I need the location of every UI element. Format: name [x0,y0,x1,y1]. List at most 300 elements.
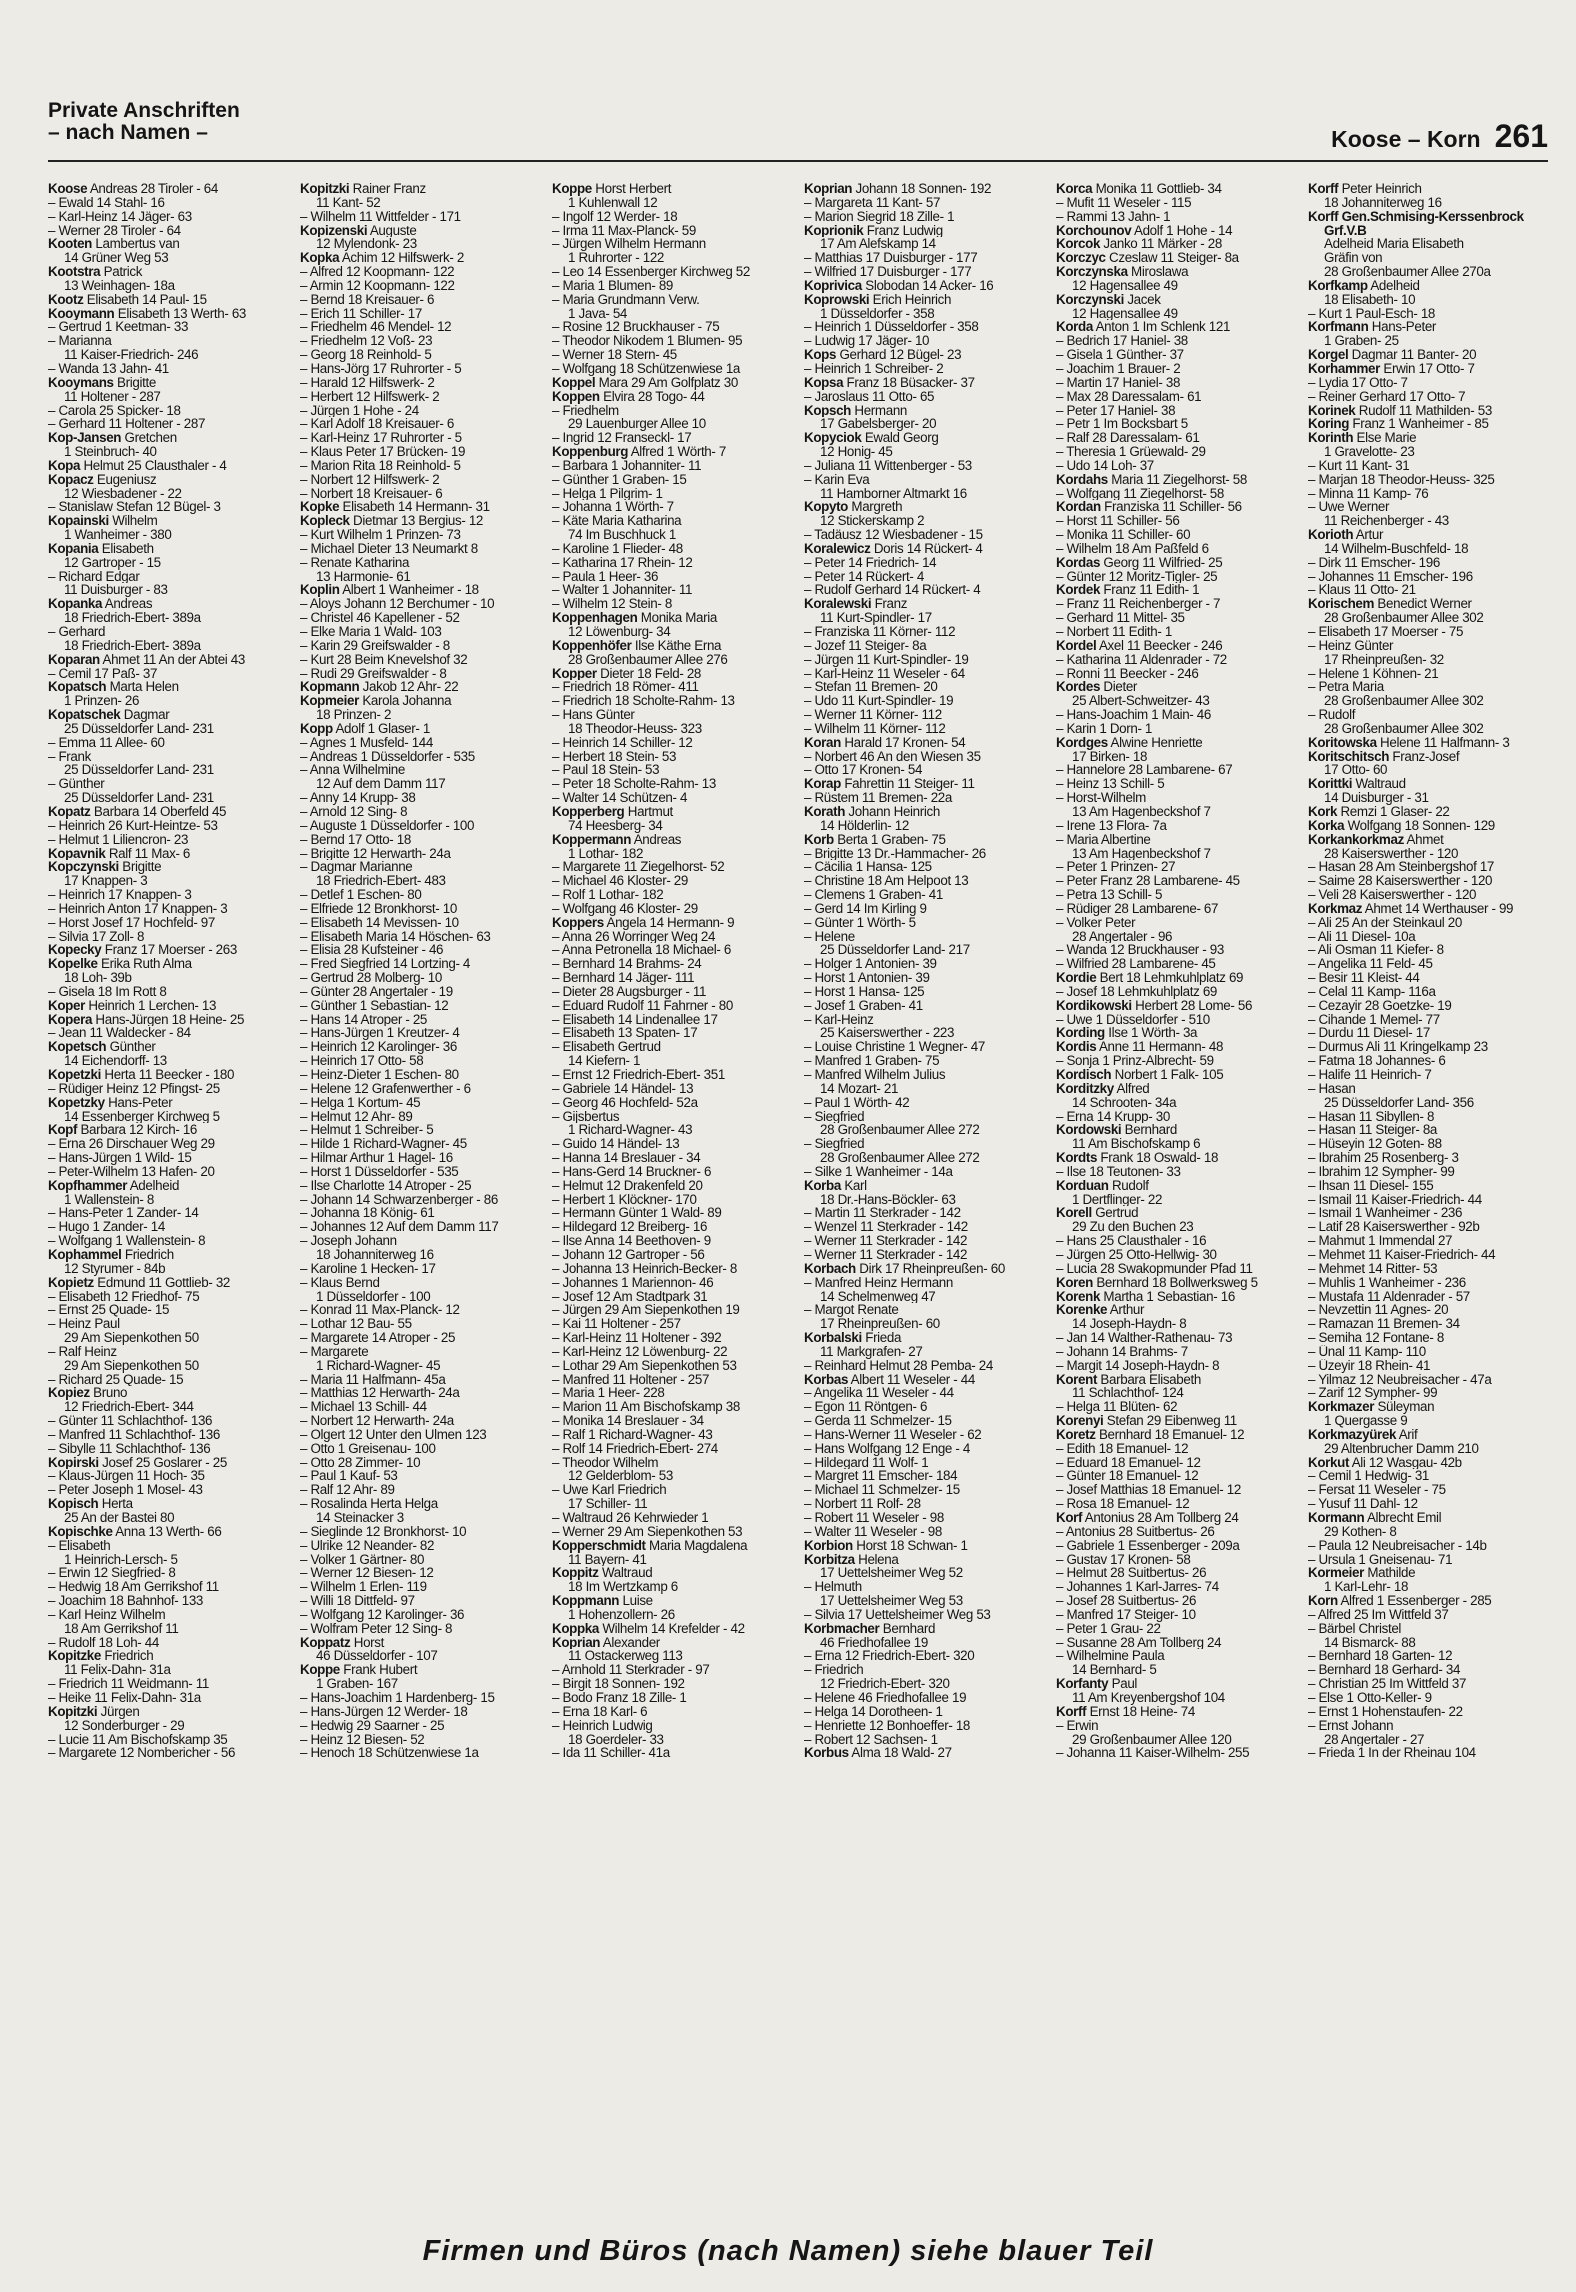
listing-line: – Bernhard 14 Brahms- 24 [552,957,702,972]
listing-line: – Heinz 12 Biesen- 52 [300,1732,425,1747]
listing-line: – Johann 14 Brahms- 7 [1056,1344,1188,1359]
listing-line: – Horst-Wilhelm [1056,791,1146,805]
surname: Kopp [300,721,333,736]
listing-line: – Irma 11 Max-Planck- 59 [552,223,696,238]
listing-line: – Margret 11 Emscher- 184 [804,1469,958,1484]
listing-line: – Wilhelmine Paula [1056,1649,1165,1664]
entry-detail: Antonius 28 Am Tollberg 24 [1082,1511,1239,1525]
listing-continuation: 11 Duisburger - 83 [64,583,168,598]
listing-continuation: 17 Rheinpreußen- 60 [820,1317,940,1332]
entry-detail: Anne 11 Hermann- 48 [1096,1040,1224,1055]
entry-detail: Dirk 17 Rheinpreußen- 60 [855,1261,1005,1276]
listing-line: – Helga 11 Blüten- 62 [1056,1400,1178,1415]
listing-line: – Bernhard 14 Jäger- 111 [552,971,695,985]
listing-line: – Norbert 12 Herwarth- 24a [300,1414,454,1428]
listing-line [48,847,286,861]
listing-line: – Johanna 1 Wörth- 7 [552,500,674,515]
listing-line: – Werner 29 Am Siepenkothen 53 [552,1524,743,1539]
surname: Korenke [1056,1303,1108,1318]
listing-line: – Hans-Jürgen 12 Werder- 18 [300,1704,468,1719]
entry-detail: Josef 25 Goslarer - 25 [98,1455,227,1470]
listing-line [300,224,538,238]
entry-detail: Patrick [100,265,143,279]
listing-line: – Besir 11 Kleist- 44 [1308,971,1420,985]
listing-line: – Manfred Heinz Hermann [804,1275,953,1290]
entry-detail: Maria Magdalena [645,1538,748,1553]
listing-line [1308,431,1548,445]
entry-detail: Ralf 11 Max- 6 [105,846,191,861]
listing-line: – Frieda 1 In der Rheinau 104 [1308,1746,1476,1761]
listing-continuation: Gräfin von [1324,251,1383,266]
surname: Kooymann [48,306,115,321]
listing-line: – Barbara 1 Johanniter- 11 [552,458,702,473]
listing-line [1056,237,1294,251]
listing-line: – Helga 1 Kortum- 45 [300,1095,421,1110]
listing-line: – Wolfram Peter 12 Sing- 8 [300,1621,453,1636]
listing-continuation: 29 Zu den Buchen 23 [1072,1220,1194,1235]
entry-detail: Auguste [367,223,417,238]
surname: Koose [48,182,88,196]
listing-line: – Wilhelm 11 Wittfelder - 171 [300,209,461,224]
listing-line: – Karin Eva [804,472,870,487]
listing-continuation: 18 Friedrich-Ebert- 389a [64,638,201,653]
listing-line: – Maria 11 Halfmann- 45a [300,1372,446,1387]
surname: Kordges [1056,735,1108,750]
listing-line: – Günther 1 Sebastian- 12 [300,998,449,1013]
listing-line: – Maria Grundmann Verw. [552,292,700,307]
surname: Korbalski [804,1331,862,1345]
listing-line: – Volker 1 Gärtner- 80 [300,1552,425,1567]
listing-continuation: 11 Kaiser-Friedrich- 246 [64,348,199,362]
listing-line: – Emma 11 Allee- 60 [48,735,165,750]
listing-line [48,265,286,279]
surname: Koppatz [300,1635,351,1650]
listing-line [804,376,1042,390]
surname: Kophammel [48,1247,122,1262]
listing-line [48,860,286,874]
entry-detail: Luise [619,1594,653,1608]
listing-line: – Bernhard 18 Gerhard- 34 [1308,1663,1461,1678]
listing-line [48,1068,286,1082]
listing-line: – Ismail 1 Wanheimer - 236 [1308,1206,1463,1221]
entry-detail: Günther [106,1040,156,1055]
listing-line: – Kurt 28 Beim Knevelshof 32 [300,652,468,667]
listing-line [552,1566,790,1580]
listing-line: – Günter 28 Angertaler - 19 [300,984,453,999]
listing-line: – Johannes 1 Karl-Jarres- 74 [1056,1580,1219,1595]
listing-continuation: 14 Grüner Weg 53 [64,251,169,266]
surname: Korczynska [1056,265,1128,279]
listing-line: – Stanislaw Stefan 12 Bügel- 3 [48,500,221,515]
listing-line: – Josef 12 Am Stadtpark 31 [552,1289,708,1304]
listing-continuation: 25 Kaiserswerther - 223 [820,1026,955,1041]
listing-line: – Henoch 18 Schützenwiese 1a [300,1746,479,1761]
listing-line: – Rolf 1 Lothar- 182 [552,888,664,902]
listing-line: – Heinrich 14 Schiller- 12 [552,735,693,750]
surname: Kopatsch [48,680,107,695]
listing-line: – Helmut 1 Schreiber- 5 [300,1123,434,1138]
listing-line [48,653,286,667]
listing-line: – Anna 26 Worringer Weg 24 [552,929,716,944]
listing-line: – Mahmut 1 Immendal 27 [1308,1234,1453,1248]
entry-detail: Friedrich [101,1649,154,1664]
listing-line: – Ibrahim 25 Rosenberg- 3 [1308,1151,1459,1165]
surname: Koppen [552,389,600,404]
entry-detail: Hans-Peter [104,1095,173,1110]
surname: Korbus [804,1746,849,1761]
listing-line: – Wilhelm 11 Körner- 112 [804,721,946,736]
listing-line: – Ralf Heinz [48,1344,117,1359]
listing-line: – Kurt Wilhelm 1 Prinzen- 73 [300,528,461,542]
listing-continuation: 29 Lauenburger Allee 10 [568,417,706,432]
entry-detail: Erika Ruth Alma [97,957,192,972]
listing-line: – Werner 12 Biesen- 12 [300,1566,434,1581]
listing-continuation: Adelheid Maria Elisabeth [1324,237,1464,252]
listing-line: – Karoline 1 Hecken- 17 [300,1261,436,1276]
listing-line [48,1013,286,1027]
listing-line: – Helmut 1 Liliencron- 23 [48,832,189,847]
surname: Koprian [804,182,853,196]
entry-detail: Ali 12 Wasgau- 42b [1349,1455,1462,1470]
listing-line: – Heinz Günter [1308,638,1394,653]
surname: Kopperberg [552,804,625,819]
surname: Kopatz [48,804,91,819]
entry-detail: Monika Maria [637,611,717,625]
listing-line [804,1331,1042,1345]
listing-line: – Georg 46 Hochfeld- 52a [552,1095,698,1110]
listing-line: – Zarif 12 Sympher- 99 [1308,1386,1438,1401]
listing-line: – Wilhelm 12 Stein- 8 [552,597,672,612]
listing-line [1308,819,1548,833]
listing-line: – Horst 1 Antonien- 39 [804,971,930,985]
listing-continuation: 25 Düsseldorfer Land- 356 [1324,1095,1474,1110]
listing-line: – Max 28 Daressalam- 61 [1056,389,1202,404]
surname: Koppe [552,182,592,196]
surname: Korfmann [1308,320,1369,335]
listing-line: – Heinz 13 Schill- 5 [1056,777,1165,792]
listing-line [300,583,538,597]
listing-line [804,1539,1042,1553]
listing-line [552,182,790,196]
surname: Korhammer [1308,361,1381,376]
listing-line: – Elisabeth 14 Mevissen- 10 [300,915,459,930]
listing-line: – Johannes 12 Auf dem Damm 117 [300,1220,499,1235]
listing-line: – Reinhard Helmut 28 Pemba- 24 [804,1358,993,1373]
listing-line: – Günther 1 Graben- 15 [552,472,687,487]
listing-line: – Paul 1 Wörth- 42 [804,1095,910,1110]
listing-line: – Hans Wolfgang 12 Enge - 4 [804,1441,970,1456]
entry-detail: Franz [871,597,908,612]
surname: Kopitzki [300,182,350,196]
listing-line [48,1096,286,1110]
entry-detail: Mathilde [1364,1566,1416,1581]
surname: Korff [1308,182,1339,196]
listing-line [804,293,1042,307]
listing-line: – Ali 25 An der Steinkaul 20 [1308,915,1462,930]
listing-line: – Hans-Gerd 14 Bruckner- 6 [552,1164,712,1179]
listing-line: – Else 1 Otto-Keller- 9 [1308,1690,1432,1705]
listing-line: – Fatma 18 Johannes- 6 [1308,1054,1446,1068]
listing-line: – Agnes 1 Musfeld- 144 [300,735,433,750]
listing-line: – Elisabeth [48,1538,111,1553]
listing-line [804,542,1042,556]
listing-line: – Semiha 12 Fontane- 8 [1308,1331,1444,1345]
listing-line: – Detlef 1 Eschen- 80 [300,888,422,902]
listing-line [48,957,286,971]
listing-line: – Eduard Rudolf 11 Fahrner - 80 [552,998,733,1013]
listing-line: – Georg 18 Reinhold- 5 [300,348,432,362]
listing-continuation: 14 Steinacker 3 [316,1511,404,1525]
surname: Koprowski [804,292,870,307]
listing-line [48,459,286,473]
surname: Kork [1308,804,1338,819]
listing-line [1308,404,1548,418]
listing-line [1308,210,1548,224]
entry-detail: Karola Johanna [358,694,452,709]
listing-continuation: 1 Richard-Wagner- 43 [568,1123,693,1138]
listing-line: – Harald 12 Hilfswerk- 2 [300,375,435,390]
listing-line: – Kurt 11 Kant- 31 [1308,458,1410,473]
listing-continuation: 17 Schiller- 11 [568,1497,648,1511]
listing-line: – Karin 29 Greifswalder - 8 [300,638,450,653]
listing-line: – Gerhard 11 Mittel- 35 [1056,611,1185,625]
listing-continuation: 28 Angertaler - 96 [1072,929,1173,944]
entry-detail: Andreas [631,832,682,847]
listing-line: – Waltraud 26 Kehrwieder 1 [552,1511,709,1525]
listing-line: – Helmut 12 Drakenfeld 20 [552,1178,703,1193]
listing-line: – Gerd 14 Im Kirling 9 [804,901,927,916]
surname: Kopfhammer [48,1178,128,1193]
listing-line: – Maria 1 Heer- 228 [552,1386,665,1401]
listing-line: – Rammi 13 Jahn- 1 [1056,209,1171,224]
listing-line: – Theodor Wilhelm [552,1455,659,1470]
listing-line [552,1636,790,1650]
listing-line: – Gabriele 14 Händel- 13 [552,1081,694,1096]
surname: Koritschitsch [1308,749,1390,764]
entry-detail: Dagmar [120,708,170,722]
listing-line: – Paula 1 Heer- 36 [552,569,659,584]
listing-line [1056,320,1294,334]
surname: Kops [804,348,837,362]
section-title-line-1: Private Anschriften [48,99,240,122]
listing-line: – Tadäusz 12 Wiesbadener - 15 [804,528,983,542]
listing-line: – Auguste 1 Düsseldorfer - 100 [300,818,475,833]
listing-line: – Richard 25 Quade- 15 [48,1372,184,1387]
surname: Kopetzki [48,1068,101,1082]
surname: Korff [1056,1704,1087,1719]
entry-detail: Doris 14 Rückert- 4 [870,541,983,556]
listing-line: – Ernst Johann [1308,1718,1394,1733]
listing-line: – Fred Siegfried 14 Lortzing- 4 [300,957,471,972]
listing-line [1056,556,1294,570]
listing-line: – Johann 12 Gartroper - 56 [552,1247,705,1262]
listing-continuation: 11 Bayern- 41 [568,1552,647,1567]
listing-line: – Christine 18 Am Helpoot 13 [804,874,969,889]
listing-line: – Ramazan 11 Bremen- 34 [1308,1317,1460,1332]
listing-line: – Klaus Peter 17 Brücken- 19 [300,445,466,459]
listing-line: – Uwe Werner [1308,500,1390,515]
surname: Kordel [1056,638,1097,653]
listing-continuation: 12 Mylendonk- 23 [316,237,417,252]
surname: Koran [804,735,841,750]
surname: Kopmann [300,680,360,695]
listing-line: – Silke 1 Wanheimer - 14a [804,1164,953,1179]
listing-continuation: 18 Loh- 39b [64,971,132,985]
listing-line: – Johanna 13 Heinrich-Becker- 8 [552,1261,737,1276]
surname: Kopietz [48,1275,94,1290]
surname: Koppermann [552,832,632,847]
listing-line: – Horst 1 Düsseldorfer - 535 [300,1164,459,1179]
entry-detail: Dieter 18 Feld- 28 [596,666,702,681]
listing-continuation: 17 Uettelsheimer Weg 52 [820,1566,963,1581]
listing-line [804,348,1042,362]
listing-continuation: 11 Am Bischofskamp 6 [1072,1137,1201,1152]
listing-line [300,1663,538,1677]
listing-line: – Hedwig 18 Am Gerrikshof 11 [48,1580,219,1595]
surname: Korba [804,1178,841,1193]
surname: Korinek [1308,403,1356,418]
surname: Kordikowski [1056,998,1132,1013]
listing-line: – Henriette 12 Bonhoeffer- 18 [804,1718,971,1733]
listing-line: – Gustav 17 Kronen- 58 [1056,1552,1191,1567]
surname: Kopitzki [48,1704,98,1719]
listing-line: – Robert 12 Sachsen- 1 [804,1732,938,1747]
listing-continuation: 11 Felix-Dahn- 31a [64,1663,171,1678]
listing-line: – Anny 14 Krupp- 38 [300,791,416,805]
listing-line: – Monika 11 Schiller- 60 [1056,528,1191,542]
surname: Koprian [552,1635,601,1650]
listing-line: – Marion Rita 18 Reinhold- 5 [300,458,461,473]
listing-line: – Antonius 28 Suitbertus- 26 [1056,1524,1215,1539]
listing-line: – Heinrich 1 Düsseldorfer - 358 [804,320,979,335]
listing-line: – Margot Renate [804,1303,899,1318]
surname: Koppenhagen [552,611,638,625]
entry-detail: Süleyman [1374,1400,1435,1415]
entry-detail: Helmut 25 Clausthaler - 4 [80,458,227,473]
surname: Kopiez [48,1386,90,1401]
surname: Koppenhöfer [552,638,632,653]
listing-continuation: 17 Uettelsheimer Weg 53 [820,1594,963,1608]
surname: Korczyc [1056,251,1106,266]
listing-line [48,307,286,321]
listing-line: – Yusuf 11 Dahl- 12 [1308,1497,1418,1511]
listing-continuation: 12 Styrumer - 84b [64,1261,166,1276]
listing-line [552,1539,790,1553]
listing-line [300,680,538,694]
surname: Kordan [1056,500,1101,515]
listing-line: – Wolfgang 11 Ziegelhorst- 58 [1056,486,1225,501]
listing-line: – Karl Adolf 18 Kreisauer- 6 [300,417,454,432]
listing-continuation: 12 Gartroper - 15 [64,555,161,570]
listing-line: – Norbert 11 Edith- 1 [1056,625,1172,639]
entry-detail: Herta 11 Beecker - 180 [101,1068,235,1082]
listing-line [48,1248,286,1262]
entry-detail: Franz 18 Büsacker- 37 [843,375,975,390]
listing-line: – Olgert 12 Unter den Ulmen 123 [300,1427,487,1442]
listing-line: – Ilse Charlotte 14 Atroper - 25 [300,1178,472,1193]
surname: Korkmaz [1308,901,1363,916]
listing-continuation: 28 Großenbaumer Allee 272 [820,1151,980,1165]
listing-line [1308,320,1548,334]
listing-line: – Elisabeth 13 Spaten- 17 [552,1026,698,1041]
listing-line: – Günter 1 Wörth- 5 [804,915,916,930]
entry-detail: Ilse Käthe Erna [631,638,722,653]
listing-line: – Wolfgang 18 Schützenwiese 1a [552,361,741,376]
listing-line [552,639,790,653]
listing-continuation: 29 Großenbaumer Allee 120 [1072,1732,1232,1747]
entry-detail: Ahmet [1403,832,1444,847]
listing-continuation: 17 Am Alefskamp 14 [820,237,936,252]
entry-detail: Albert 1 Wanheimer - 18 [339,583,479,598]
surname: Korkankorkmaz [1308,832,1404,847]
surname: Korb [804,832,834,847]
listing-line: – Ronni 11 Beecker - 246 [1056,666,1199,681]
listing-line: – Ida 11 Schiller- 41a [552,1746,670,1761]
listing-line: – Mehmet 14 Ritter- 53 [1308,1261,1438,1276]
listing-line: – Paul 1 Kauf- 53 [300,1469,398,1484]
listing-line: – Ludwig 17 Jäger- 10 [804,334,930,349]
listing-line: – Lucia 28 Swakopmunder Pfad 11 [1056,1261,1253,1276]
listing-continuation: 11 Ostackerweg 113 [568,1649,683,1664]
surname: Kopyciok [804,431,862,446]
entry-detail: Wilhelm 14 Krefelder - 42 [599,1621,745,1636]
listing-line: – Günther [48,777,105,792]
entry-detail: Edmund 11 Gottlieb- 32 [93,1275,231,1290]
listing-line [552,376,790,390]
listing-line: – Uwe 1 Düsseldorfer - 510 [1056,1012,1210,1027]
entry-detail: Adelheid [127,1178,180,1193]
listing-continuation: 14 Wilhelm-Buschfeld- 18 [1324,541,1469,556]
listing-line: – Durdu 11 Diesel- 17 [1308,1026,1430,1041]
entry-detail: Rainer Franz [349,182,426,196]
listing-continuation: 1 Steinbruch- 40 [64,445,157,459]
listing-continuation: 14 Schelmenweg 47 [820,1289,936,1304]
listing-line: – Anna Petronella 18 Michael- 6 [552,943,731,958]
listing-column-5 [1056,182,1294,2167]
entry-detail: Horst Herbert [591,182,672,196]
listing-line: – Paul 18 Stein- 53 [552,763,660,778]
listing-line: – Carola 25 Spicker- 18 [48,403,181,418]
surname: Korka [1308,818,1345,833]
listing-line: – Paula 12 Neubreisacher - 14b [1308,1538,1487,1553]
listing-line: – Alfred 12 Koopmann- 122 [300,265,455,279]
listing-line: – Petra Maria [1308,680,1384,695]
listing-line: – Günter 12 Moritz-Tigler- 25 [1056,569,1218,584]
surname: Korent [1056,1372,1098,1387]
listing-line [804,279,1042,293]
listing-line: – Margareta 11 Kant- 57 [804,195,941,210]
entry-detail: Ewald Georg [861,431,939,446]
listing-continuation: 1 Gravelotte- 23 [1324,445,1415,459]
listing-line: – Birgit 18 Sonnen- 192 [552,1677,685,1691]
entry-detail: Erich Heinrich [869,292,952,307]
listing-line: – Heinrich 26 Kurt-Heintze- 53 [48,818,218,833]
listing-line: – Monika 14 Breslauer - 34 [552,1414,704,1428]
entry-detail: Czeslaw 11 Steiger- 8a [1105,251,1239,266]
listing-line: – Friedrich [804,1663,864,1678]
listing-line [1056,971,1294,985]
entry-detail: Angela 14 Hermann- 9 [603,915,735,930]
entry-detail: Hans-Peter [1368,320,1437,335]
entry-detail: Andreas 28 Tiroler - 64 [87,182,218,196]
entry-detail: Helene 11 Halfmann- 3 [1376,735,1510,750]
listing-line: – Gisela 1 Günther- 37 [1056,348,1184,362]
listing-line [1308,279,1548,293]
entry-detail: Hans-Jürgen 18 Heine- 25 [92,1012,245,1027]
listing-line: – Michael 46 Kloster- 29 [552,874,688,889]
surname: Korbas [804,1372,849,1387]
entry-detail: Elisabeth 14 Paul- 15 [83,292,207,307]
